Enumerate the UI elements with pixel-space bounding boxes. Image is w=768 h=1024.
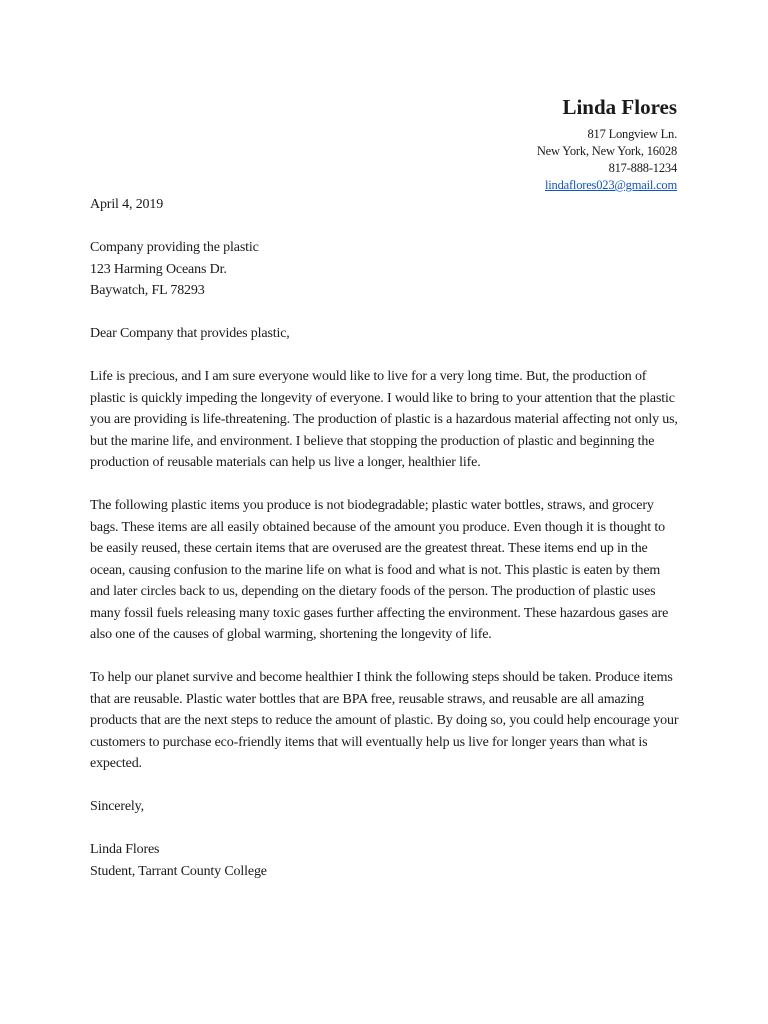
closing: Sincerely, bbox=[90, 799, 144, 814]
sender-phone: 817-888-1234 bbox=[608, 161, 677, 175]
paragraph-text: To help our planet survive and become healthier I think the following steps should be taken. Produce items that are reusable. Plastic water bottles that are BPA free, reusable straws, and reusable are all amazing products that are the next steps to reduce the amount of plastic. By doing so, you could help encourage your customers to purchase eco-friendly items that will eventually help us live for longer years than what is expected. bbox=[90, 670, 679, 771]
paragraph-text: The following plastic items you produce is not biodegradable; plastic water bottles, straws, and grocery bags. These items are all easily obtained because of the amount you produce. Even though it is thought to be easily reused, these certain items that are overused are the greatest threat. These items end up in the ocean, causing confusion to the marine life on what is food and what is not. This plastic is eaten by them and later circles back to us, depending on the dietary foods of the person. The production of plastic uses many fossil fuels releasing many toxic gases further affecting the environment. These hazardous gases are also one of the causes of global warming, shortening the longevity of life. bbox=[90, 498, 669, 642]
sender-address-line2: New York, New York, 16028 bbox=[536, 144, 677, 158]
body-paragraph-3 bbox=[90, 667, 680, 775]
salutation-block bbox=[90, 323, 680, 345]
signature-block bbox=[90, 839, 680, 882]
sender-name: Linda Flores bbox=[562, 95, 677, 119]
closing-block bbox=[90, 796, 680, 818]
body-paragraph-2 bbox=[90, 495, 680, 646]
signature-title: Student, Tarrant County College bbox=[90, 863, 267, 879]
letter-date: April 4, 2019 bbox=[90, 197, 164, 212]
signature-name: Linda Flores bbox=[90, 842, 160, 857]
recipient-address bbox=[90, 237, 680, 302]
recipient-line1: Company providing the plastic bbox=[90, 240, 259, 255]
letter-body bbox=[90, 194, 680, 904]
recipient-line3: Baywatch, FL 78293 bbox=[90, 283, 205, 298]
salutation: Dear Company that provides plastic, bbox=[90, 326, 290, 341]
letter-date-block bbox=[90, 194, 680, 216]
sender-address-line1: 817 Longview Ln. bbox=[587, 127, 677, 141]
recipient-line2: 123 Harming Oceans Dr. bbox=[90, 261, 227, 277]
paragraph-text: Life is precious, and I am sure everyone would like to live for a very long time. But, the production of plastic is quickly impeding the longevity of everyone. I would like to bring to your attention that the plastic you are providing is life-threatening. The production of plastic is a hazardous material affecting not only us, but the marine life, and environment. I believe that stopping the production of plastic and beginning the production of reusable materials can help us live a longer, healthier life. bbox=[90, 369, 678, 470]
sender-email-link[interactable]: lindaflores023@gmail.com bbox=[544, 178, 677, 192]
sender-header bbox=[537, 94, 677, 194]
body-paragraph-1 bbox=[90, 366, 680, 474]
